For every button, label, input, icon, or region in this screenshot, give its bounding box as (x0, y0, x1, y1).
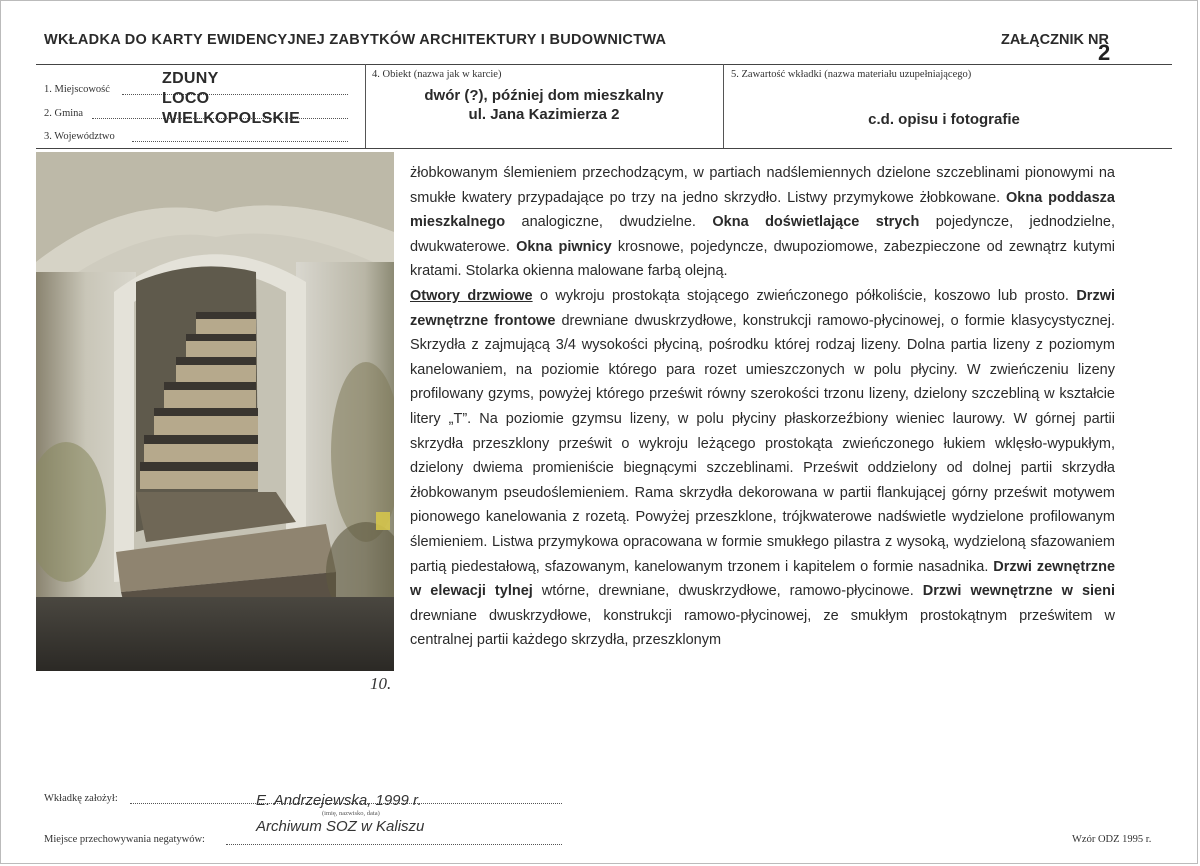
commune-label: 2. Gmina (44, 108, 84, 119)
object-label: 4. Obiekt (nazwa jak w karcie) (372, 69, 502, 80)
header-top-rule (36, 64, 1172, 65)
text-run: drewniane dwuskrzydłowe, konstrukcji ramowo-płycinowej, o formie klasycystycznej. Skrzydła z zajmującą 3/4 wysokości płyciną, pośrodku której rodzaj lizeny. Dolna partia lizeny z poziomym kanelowaniem, na poziomie którego para rozet umieszczonych w polu płyciny. W zwieńczeniu lizeny profilowany gzyms, powyżej którego prześwit równy szerokości trzonu lizeny, dzielony szczebliną w kształcie litery „T”. Na poziomie gzymsu lizeny, w polu płyciny płaskorzeźbiony wieniec laurowy. W górnej partii skrzydła przeszklony prześwit o wykroju leżącego prostokąta zwieńczonego łukiem wklęsło-wypukłym, dzielony dwiema promieniście biegnącymi szczeblinami. Prześwit oddzielony od dolnej partii skrzydła żłobkowanym pseudoślemieniem. Rama skrzydła dekorowana w partii flankującej górny prześwit motywem pionowego kanelowania z rozetą. Powyżej przeszklone, trójkwaterowe nadświetle wydzielone profilowanym ślemieniem. Listwa przymykowa opracowana w formie smukłego pilastra z wysoką, wydzieloną sfazowaniem partią piedestałową, sfazowanym, kanelowanym trzonem i kapitelem o formie nasadnika. (410, 312, 1115, 575)
text-run: drewniane dwuskrzydłowe, konstrukcji ramowo-płycinowej, ze smukłym prostokątnym prześwitem w centralnej partii każdego skrzydła, przeszklonym (410, 607, 1115, 649)
author-subtext: (imię, nazwisko, data) (322, 810, 380, 817)
form-code: Wzór ODZ 1995 r. (1072, 834, 1152, 845)
text-run: analogiczne, dwudzielne. (505, 214, 713, 231)
form-title: WKŁADKA DO KARTY EWIDENCYJNEJ ZABYTKÓW ARCHITEKTURY I BUDOWNICTWA (44, 32, 667, 48)
text-run: żłobkowanym ślemieniem przechodzącym, w partiach nadślemiennych dzielone szczeblinami pionowymi na smukłe kwatery przypadające po trzy na jedno skrzydło. Listwy przymykowe żłobkowane. (410, 165, 1115, 206)
header-divider-2 (723, 64, 724, 148)
content-label: 5. Zawartość wkładki (nazwa materiału uzupełniającego) (731, 69, 972, 80)
voivodeship-dots (132, 141, 348, 142)
heading-cellar-windows: Okna piwnicy (516, 238, 612, 255)
text-run: wtórne, drewniane, dwuskrzydłowe, ramowo-płycinowe. (532, 583, 923, 600)
text-run: krosnowe, pojedyncze, dwupoziomowe, zabezpieczone od zewnątrz kutymi kratami. Stolarka okienna malowane farbą olejną. (410, 238, 1115, 280)
description-text (410, 161, 1115, 653)
heading-hall-door: Drzwi wewnętrzne w sieni (922, 583, 1115, 600)
heading-door-openings: Otwory drzwiowe (410, 287, 533, 304)
place-label: 1. Miejscowość (44, 84, 110, 95)
header-bottom-rule (36, 148, 1172, 149)
text-run: o wykroju prostokąta stojącego zwieńczonego półkoliście, koszowo lub prosto. (532, 287, 1077, 304)
text-run: pojedyncze, jednodzielne, dwukwaterowe. (410, 214, 1116, 255)
annex-number: 2 (1098, 40, 1111, 65)
heading-attic-windows: Okna doświetlające strych (712, 214, 920, 231)
annex-label: ZAŁĄCZNIK NR (1001, 32, 1109, 48)
heading-roof-windows: Okna poddasza mieszkalnego (410, 189, 1115, 231)
storage-dots (226, 844, 562, 845)
heading-front-door: Drzwi zewnętrzne frontowe (410, 287, 1115, 329)
commune-value: LOCO (162, 90, 210, 107)
object-line-2: ul. Jana Kazimierza 2 (468, 106, 620, 123)
author-value: E. Andrzejewska, 1999 r. (256, 792, 422, 809)
place-value: ZDUNY (162, 70, 219, 87)
content-value: c.d. opisu i fotografie (868, 111, 1020, 128)
storage-label: Miejsce przechowywania negatywów: (44, 834, 205, 845)
place-dots (122, 94, 348, 95)
voivodeship-value: WIELKOPOLSKIE (162, 110, 301, 127)
photo-number: 10. (370, 674, 392, 693)
voivodeship-label: 3. Województwo (44, 131, 115, 142)
author-label: Wkładkę założył: (44, 793, 118, 804)
object-line-1: dwór (?), później dom mieszkalny (424, 87, 664, 104)
storage-value: Archiwum SOZ w Kaliszu (256, 818, 425, 835)
photograph-cellar-stairs (36, 152, 394, 671)
heading-rear-door: Drzwi zewnętrzne w elewacji tylnej (410, 558, 1116, 600)
